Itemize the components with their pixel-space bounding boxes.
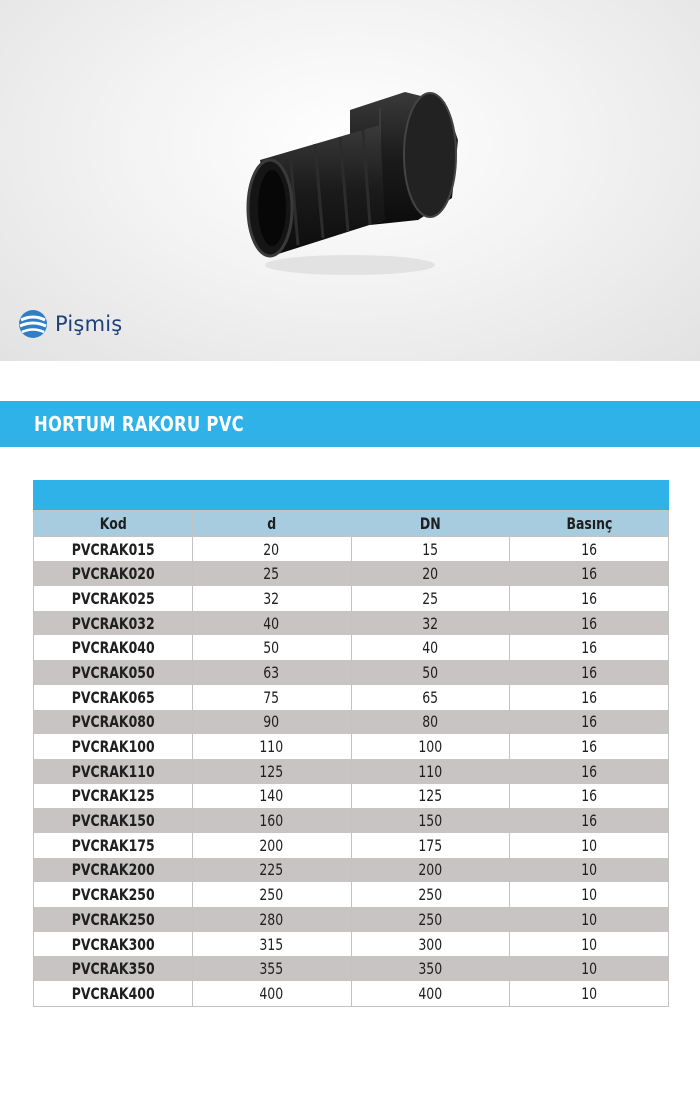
cell-kod: PVCRAK175 (34, 833, 193, 858)
cell-basinc: 10 (510, 956, 669, 981)
cell-kod: PVCRAK110 (34, 759, 193, 784)
table-row (34, 784, 669, 809)
table-row (34, 858, 669, 883)
cell-dn: 110 (351, 759, 510, 784)
table-row (34, 808, 669, 833)
cell-kod: PVCRAK040 (34, 635, 193, 660)
cell-dn: 65 (351, 685, 510, 710)
cell-dn: 175 (351, 833, 510, 858)
table-row (34, 710, 669, 735)
cell-kod: PVCRAK020 (34, 561, 193, 586)
table-row (34, 759, 669, 784)
cell-d: 25 (192, 561, 351, 586)
table-row (34, 907, 669, 932)
cell-dn: 15 (351, 536, 510, 561)
cell-dn: 32 (351, 611, 510, 636)
cell-d: 110 (192, 734, 351, 759)
cell-basinc: 16 (510, 710, 669, 735)
table-row (34, 882, 669, 907)
cell-basinc: 16 (510, 635, 669, 660)
column-header-kod: Kod (34, 511, 193, 537)
cell-basinc: 10 (510, 932, 669, 957)
cell-basinc: 10 (510, 981, 669, 1006)
cell-kod: PVCRAK250 (34, 882, 193, 907)
cell-d: 250 (192, 882, 351, 907)
cell-d: 50 (192, 635, 351, 660)
cell-kod: PVCRAK150 (34, 808, 193, 833)
cell-d: 40 (192, 611, 351, 636)
cell-kod: PVCRAK065 (34, 685, 193, 710)
cell-dn: 150 (351, 808, 510, 833)
column-header-basinc: Basınç (510, 511, 669, 537)
cell-dn: 300 (351, 932, 510, 957)
cell-dn: 200 (351, 858, 510, 883)
cell-dn: 125 (351, 784, 510, 809)
table-row (34, 635, 669, 660)
cell-dn: 400 (351, 981, 510, 1006)
cell-basinc: 16 (510, 611, 669, 636)
cell-kod: PVCRAK050 (34, 660, 193, 685)
table-row (34, 586, 669, 611)
table-row (34, 561, 669, 586)
cell-dn: 250 (351, 907, 510, 932)
cell-kod: PVCRAK300 (34, 932, 193, 957)
cell-kod: PVCRAK400 (34, 981, 193, 1006)
cell-kod: PVCRAK015 (34, 536, 193, 561)
table-row (34, 956, 669, 981)
cell-dn: 100 (351, 734, 510, 759)
table-row (34, 685, 669, 710)
product-hero (0, 0, 700, 361)
cell-basinc: 10 (510, 858, 669, 883)
table-header-row (34, 511, 669, 537)
cell-dn: 50 (351, 660, 510, 685)
cell-basinc: 16 (510, 808, 669, 833)
cell-basinc: 16 (510, 759, 669, 784)
section-banner (0, 401, 700, 447)
cell-dn: 25 (351, 586, 510, 611)
cell-kod: PVCRAK032 (34, 611, 193, 636)
cell-basinc: 10 (510, 882, 669, 907)
cell-kod: PVCRAK025 (34, 586, 193, 611)
cell-dn: 20 (351, 561, 510, 586)
cell-basinc: 16 (510, 685, 669, 710)
table-row (34, 734, 669, 759)
cell-basinc: 16 (510, 660, 669, 685)
brand-name: Pişmiş (55, 312, 123, 336)
table-row (34, 932, 669, 957)
cell-basinc: 16 (510, 586, 669, 611)
cell-dn: 80 (351, 710, 510, 735)
cell-d: 75 (192, 685, 351, 710)
cell-kod: PVCRAK200 (34, 858, 193, 883)
cell-basinc: 10 (510, 907, 669, 932)
column-header-dn: DN (351, 511, 510, 537)
cell-d: 355 (192, 956, 351, 981)
table-row (34, 833, 669, 858)
table-row (34, 981, 669, 1006)
cell-basinc: 10 (510, 833, 669, 858)
cell-d: 140 (192, 784, 351, 809)
cell-dn: 40 (351, 635, 510, 660)
cell-d: 125 (192, 759, 351, 784)
cell-basinc: 16 (510, 561, 669, 586)
cell-kod: PVCRAK350 (34, 956, 193, 981)
cell-d: 20 (192, 536, 351, 561)
cell-d: 280 (192, 907, 351, 932)
hose-fitting-image (230, 80, 470, 280)
cell-d: 160 (192, 808, 351, 833)
cell-basinc: 16 (510, 784, 669, 809)
cell-kod: PVCRAK125 (34, 784, 193, 809)
cell-d: 315 (192, 932, 351, 957)
table-row (34, 660, 669, 685)
cell-d: 400 (192, 981, 351, 1006)
column-header-d: d (192, 511, 351, 537)
brand-logo (18, 309, 122, 339)
table-row (34, 611, 669, 636)
cell-basinc: 16 (510, 734, 669, 759)
cell-kod: PVCRAK250 (34, 907, 193, 932)
cell-d: 32 (192, 586, 351, 611)
cell-d: 225 (192, 858, 351, 883)
cell-kod: PVCRAK080 (34, 710, 193, 735)
product-table (33, 510, 669, 1007)
table-row (34, 536, 669, 561)
cell-dn: 250 (351, 882, 510, 907)
cell-kod: PVCRAK100 (34, 734, 193, 759)
cell-d: 200 (192, 833, 351, 858)
cell-d: 90 (192, 710, 351, 735)
cell-dn: 350 (351, 956, 510, 981)
section-title: HORTUM RAKORU PVC (34, 412, 244, 436)
brand-mark-icon (18, 309, 48, 339)
table-top-bar (33, 480, 669, 510)
cell-d: 63 (192, 660, 351, 685)
cell-basinc: 16 (510, 536, 669, 561)
